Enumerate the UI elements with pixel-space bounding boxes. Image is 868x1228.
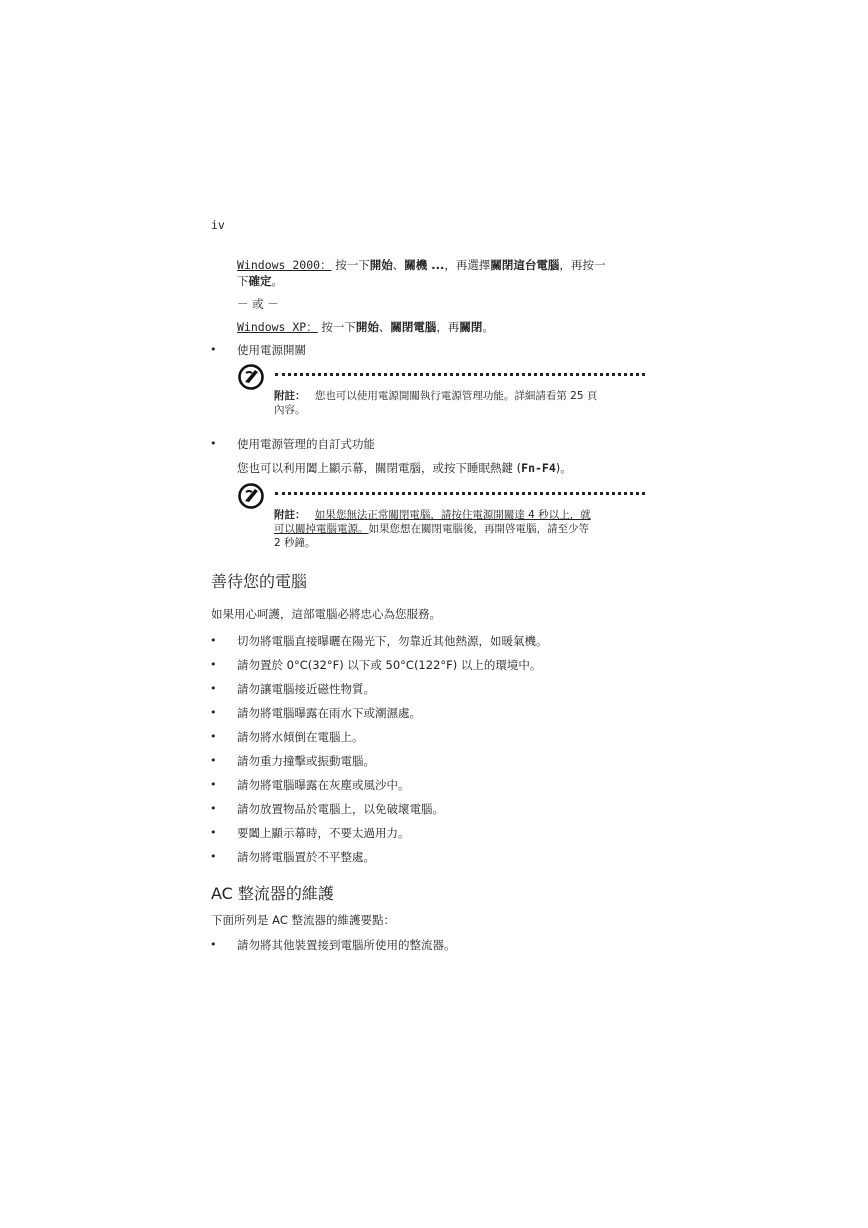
win2000-sep: 、 (392, 258, 405, 272)
list-item-text: 請勿放置物品於電腦上，以免破壞電腦。 (237, 802, 444, 816)
ac-heading: AC 整流器的維護 (211, 884, 334, 903)
care-intro: 如果用心呵護，這部電腦必將忠心為您服務。 (211, 607, 441, 621)
win2000-instruction (237, 258, 605, 273)
win2000-text-2: ，再選擇 (444, 258, 491, 272)
win2000-shutdown: 關機 ... (404, 258, 445, 272)
list-item (210, 682, 670, 706)
list-item (210, 706, 670, 730)
note-2-line-1: 如果您無法正常關閉電腦，請按住電源開關達 4 秒以上，就 (314, 509, 591, 521)
list-item (210, 754, 670, 778)
list-item (210, 658, 670, 682)
bullet-dot: • (210, 634, 217, 647)
note-2-line-2: 如果您想在關閉電腦後，再開啓電腦，請至少等 (368, 523, 589, 535)
bullet-dot: • (210, 437, 217, 450)
list-item-text: 請勿置於 0°C(32°F) 以下或 50°C(122°F) 以上的環境中。 (237, 658, 542, 672)
bullet-power-switch: 使用電源開關 (237, 343, 306, 357)
win2000-text-5: 。 (271, 274, 283, 288)
list-item-text: 請勿將電腦曝露在雨水下或潮濕處。 (237, 706, 421, 720)
win2000-text-3: ，再按一 (559, 258, 606, 272)
bullet-dot: • (210, 682, 217, 695)
win2000-ok: 確定 (248, 274, 272, 288)
winxp-text-3: 。 (482, 320, 494, 334)
note-2-line-2-underlined: 可以關掉電腦電源。 (274, 523, 369, 535)
bullet-dot: • (210, 754, 217, 767)
bullet-dot: • (210, 658, 217, 671)
winxp-sep: 、 (378, 320, 391, 334)
list-item-text: 請勿讓電腦接近磁性物質。 (237, 682, 375, 696)
list-item-text: 請勿將水傾倒在電腦上。 (237, 730, 364, 744)
or-separator: － 或 － (237, 297, 279, 311)
list-item (210, 802, 670, 826)
win2000-label: Windows 2000： (237, 258, 332, 272)
page-number: iv (211, 218, 225, 232)
win2000-start: 開始 (369, 258, 393, 272)
note-icon (237, 363, 265, 391)
note-1 (274, 389, 597, 417)
list-item (210, 850, 670, 874)
bullet-custom-power: 使用電源管理的自訂式功能 (237, 437, 375, 451)
list-item (210, 826, 670, 850)
custom-power-end: )。 (555, 461, 572, 475)
list-item-text: 請勿重力撞擊或振動電腦。 (237, 754, 375, 768)
custom-power-desc (237, 461, 572, 476)
bullet-dot: • (210, 778, 217, 791)
win2000-instruction-cont (237, 274, 283, 289)
note-divider (275, 373, 645, 376)
list-item-text: 請勿將電腦曝露在灰塵或風沙中。 (237, 778, 410, 792)
note-2-line-3: 2 秒鐘。 (274, 537, 316, 549)
note-icon (237, 482, 265, 510)
bullet-dot: • (210, 343, 217, 356)
ac-item: 請勿將其他裝置接到電腦所使用的整流器。 (237, 938, 456, 952)
winxp-text-1: 按一下 (321, 320, 356, 334)
bullet-dot: • (210, 938, 217, 951)
note-1-line-2: 內容。 (274, 404, 306, 416)
bullet-dot: • (210, 706, 217, 719)
care-heading: 善待您的電腦 (211, 572, 308, 591)
win2000-turn-off: 關閉這台電腦 (490, 258, 560, 272)
win2000-text-4: 下 (237, 274, 249, 288)
bullet-dot: • (210, 802, 217, 815)
list-item (210, 634, 670, 658)
bullet-dot: • (210, 826, 217, 839)
care-list (210, 634, 670, 874)
list-item-text: 要闔上顯示幕時，不要太過用力。 (237, 826, 410, 840)
custom-power-text: 您也可以利用闔上顯示幕，關閉電腦，或按下睡眠熱鍵 ( (237, 461, 522, 475)
winxp-label: Windows XP： (237, 320, 318, 334)
winxp-close: 關閉 (459, 320, 483, 334)
bullet-dot: • (210, 730, 217, 743)
winxp-instruction (237, 320, 494, 335)
note-2-label: 附註： (274, 509, 306, 521)
note-divider (275, 492, 645, 495)
win2000-text-1: 按一下 (335, 258, 370, 272)
winxp-turn-off: 關閉電腦 (390, 320, 437, 334)
hotkey-fn-f4: Fn-F4 (521, 461, 556, 475)
list-item-text: 請勿將電腦置於不平整處。 (237, 850, 375, 864)
note-2 (274, 508, 591, 550)
winxp-text-2: ，再 (436, 320, 460, 334)
bullet-dot: • (210, 850, 217, 863)
list-item-text: 切勿將電腦直接曝曬在陽光下，勿靠近其他熱源，如暖氣機。 (237, 634, 548, 648)
note-1-label: 附註： (274, 390, 306, 402)
list-item (210, 730, 670, 754)
winxp-start: 開始 (355, 320, 379, 334)
ac-intro: 下面所列是 AC 整流器的維護要點： (211, 913, 396, 927)
list-item (210, 778, 670, 802)
note-1-line-1: 您也可以使用電源開關執行電源管理功能。詳細請看第 25 頁 (314, 390, 598, 402)
